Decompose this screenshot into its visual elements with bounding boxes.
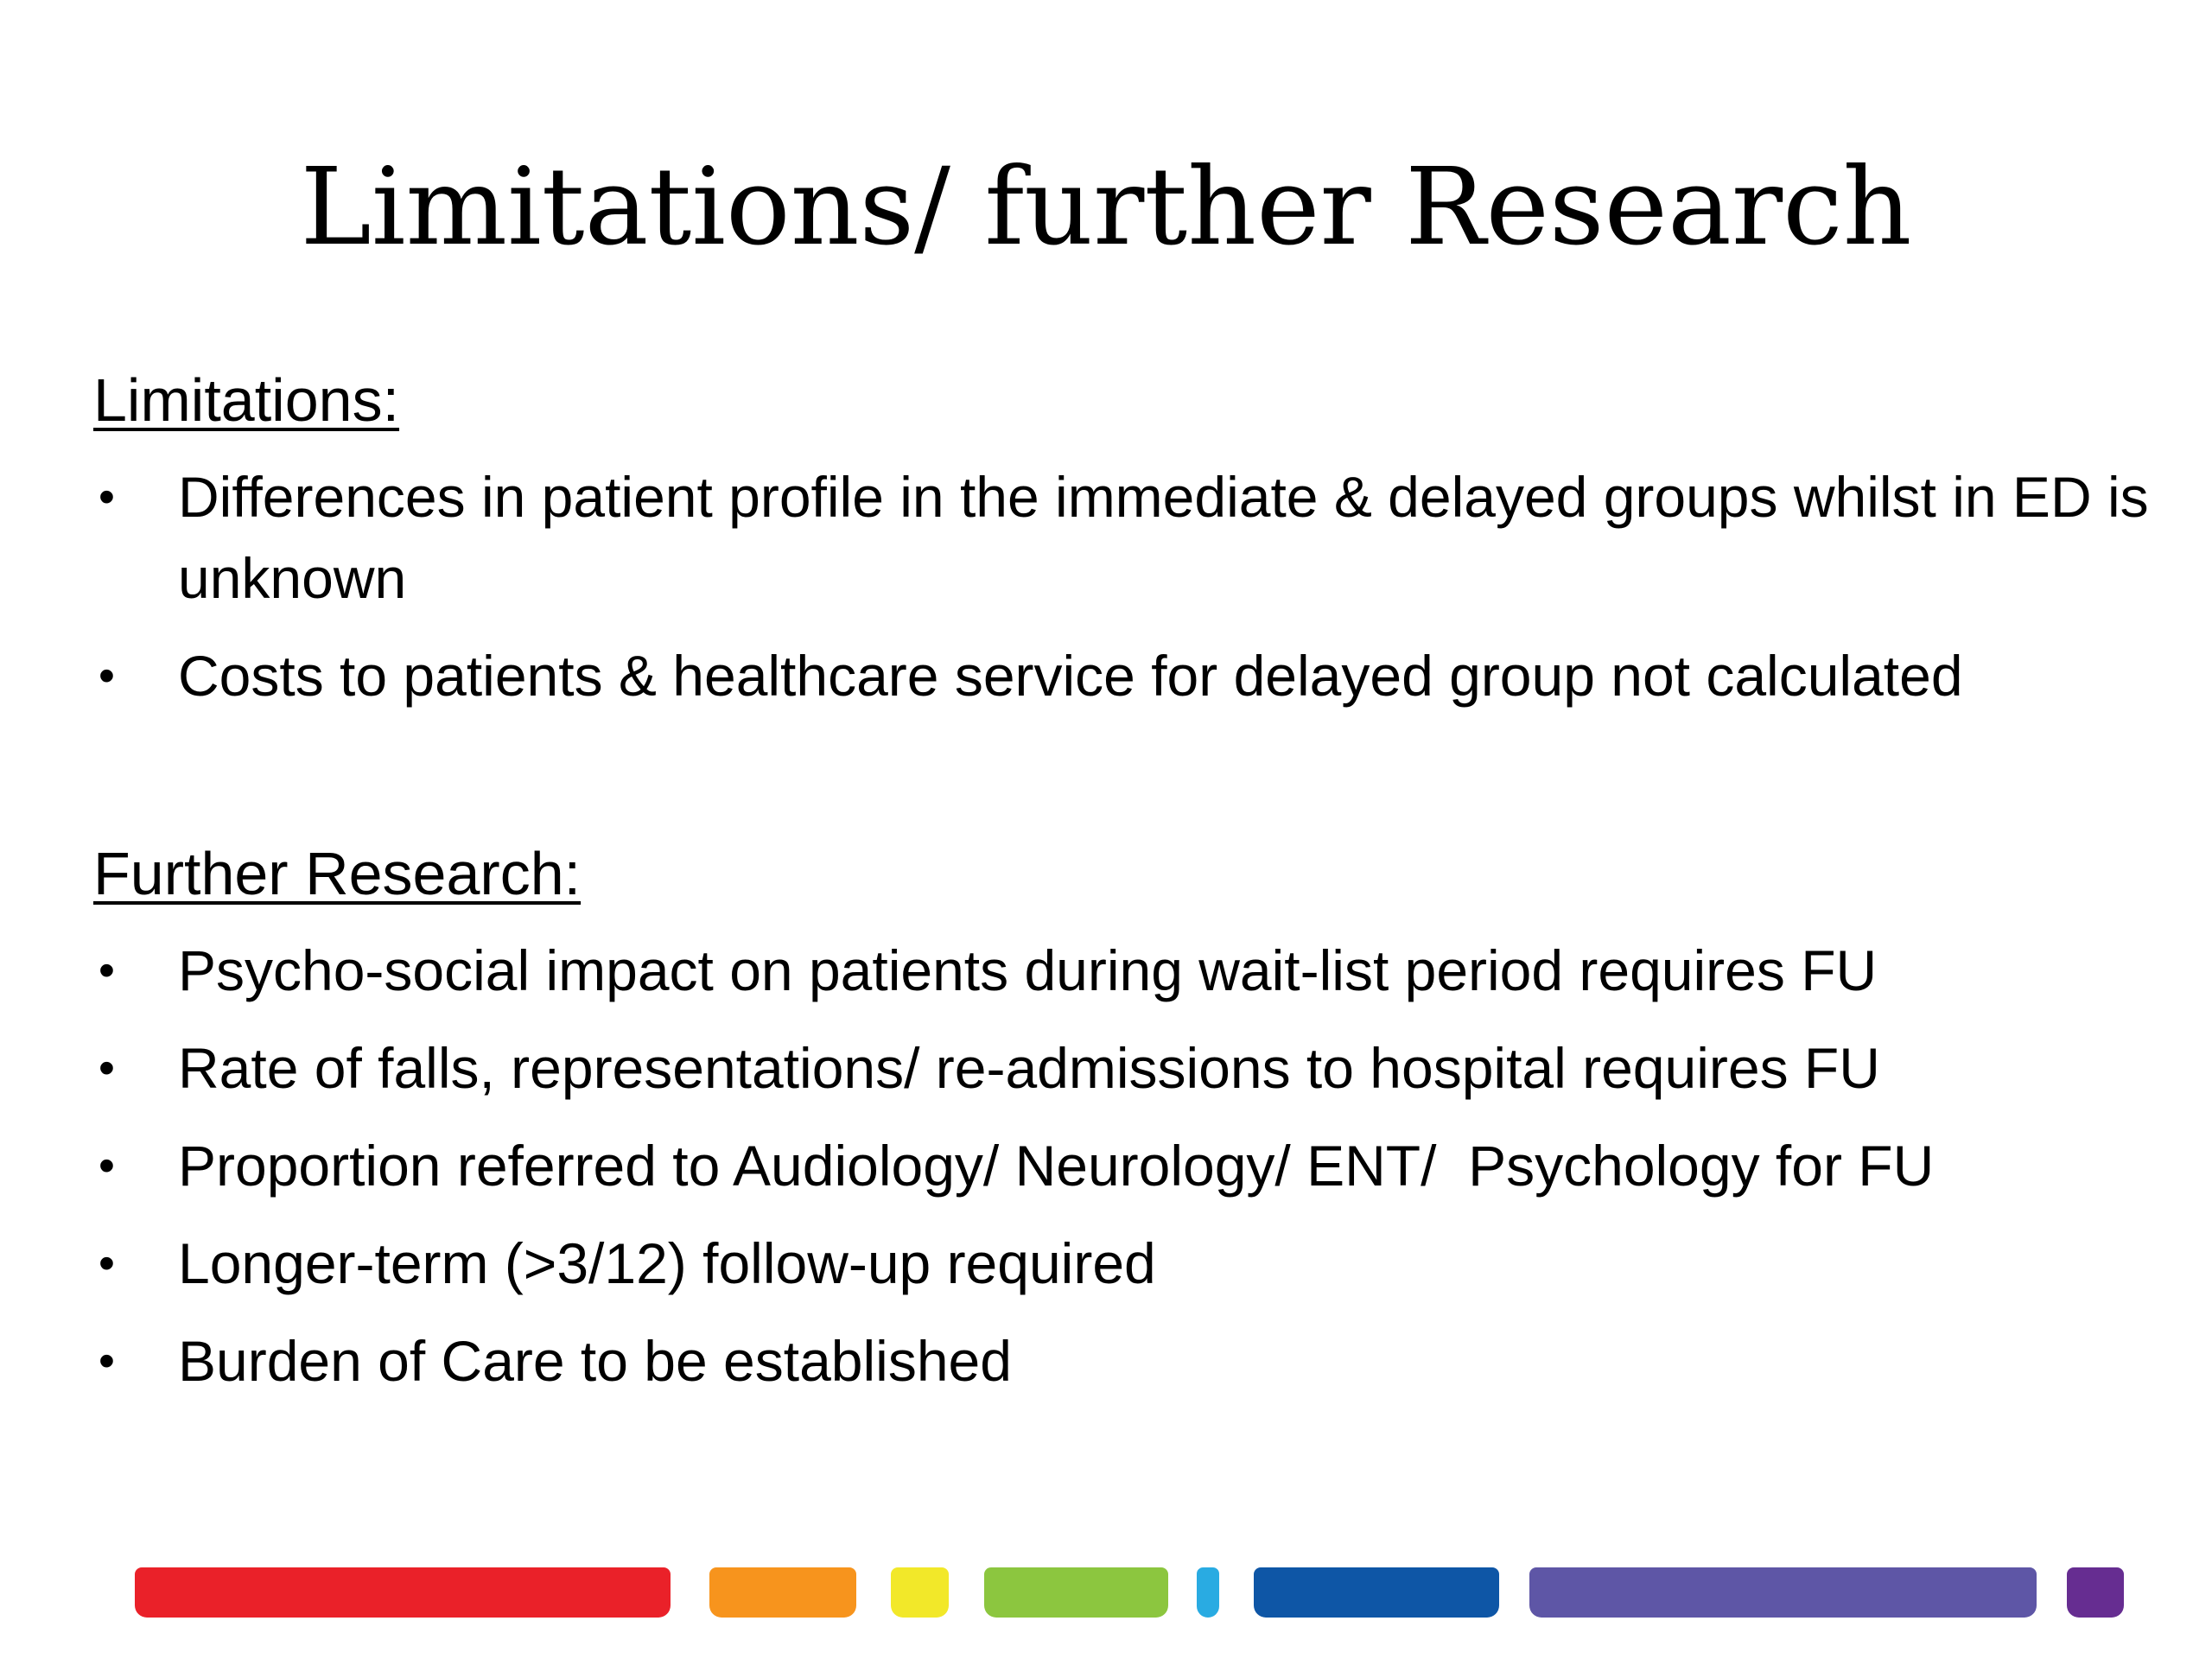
- limitations-heading: Limitations:: [93, 366, 400, 434]
- footer-bar-red: [135, 1567, 671, 1618]
- research-text: Psycho-social impact on patients during wait-list period requires FU: [178, 938, 1878, 1002]
- footer-bar-yellow: [891, 1567, 949, 1618]
- list-item: [93, 456, 2212, 619]
- research-text: Proportion referred to Audiology/ Neurology/ ENT/ Psychology for FU: [178, 1134, 1935, 1198]
- slide-title: Limitations/ further Research: [300, 145, 1912, 270]
- bullet-icon: •: [99, 1140, 115, 1192]
- footer-bar-cyan: [1197, 1567, 1219, 1618]
- research-text: Longer-term (>3/12) follow-up required: [178, 1231, 1156, 1295]
- limitation-text: Costs to patients & healthcare service for delayed group not calculated: [178, 644, 1963, 708]
- bullet-icon: •: [99, 1042, 115, 1094]
- footer-bar-purple: [2067, 1567, 2124, 1618]
- list-item: [93, 1027, 2167, 1109]
- list-item: [93, 635, 2167, 716]
- bullet-icon: •: [99, 944, 115, 996]
- list-item: [93, 1320, 2167, 1402]
- list-item: [93, 1223, 2167, 1304]
- list-item: [93, 930, 2167, 1011]
- bullet-icon: •: [99, 650, 115, 702]
- research-text: Burden of Care to be established: [178, 1329, 1012, 1393]
- list-item: [93, 1125, 2167, 1206]
- footer-bar-orange: [709, 1567, 856, 1618]
- footer-bar-green: [984, 1567, 1168, 1618]
- footer-bar-blue: [1254, 1567, 1499, 1618]
- bullet-icon: •: [99, 471, 115, 523]
- research-text: Rate of falls, representations/ re-admissions to hospital requires FU: [178, 1036, 1880, 1100]
- bullet-icon: •: [99, 1335, 115, 1387]
- bullet-icon: •: [99, 1237, 115, 1289]
- further-research-heading: Further Research:: [93, 840, 582, 907]
- limitation-text: Differences in patient profile in the immediate & delayed groups whilst in ED is unknown: [178, 465, 2149, 610]
- footer-bar-indigo: [1529, 1567, 2037, 1618]
- further-research-list: [93, 930, 2167, 1418]
- limitations-list: [93, 456, 2167, 733]
